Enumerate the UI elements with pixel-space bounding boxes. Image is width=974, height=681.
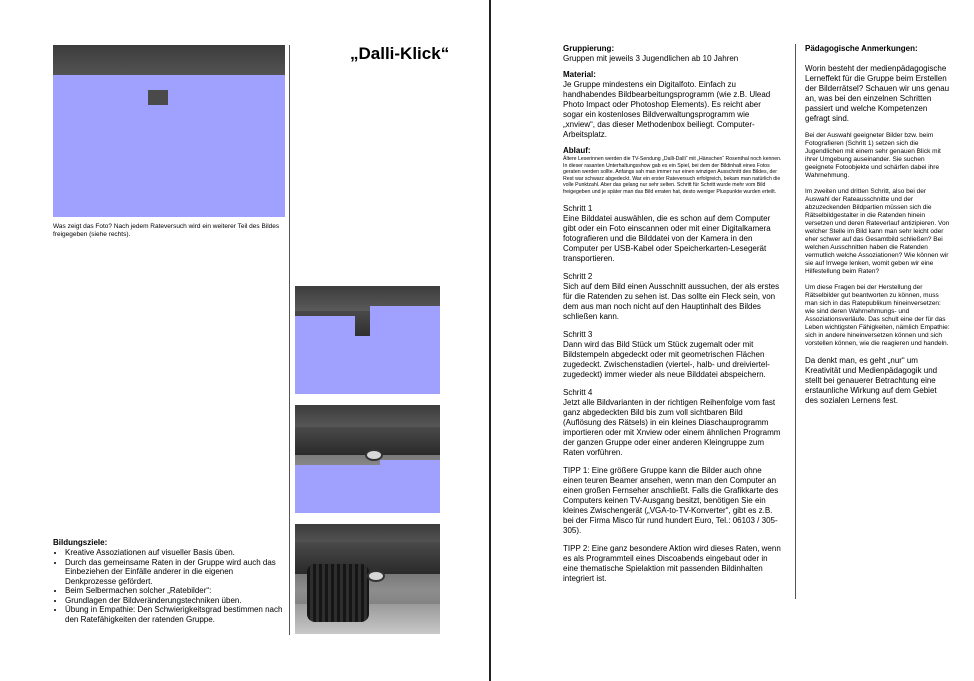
notes-column (805, 44, 951, 406)
goals-heading: Bildungsziele: (53, 538, 108, 547)
left-column-divider (289, 45, 290, 635)
puzzle-photo-large (53, 45, 285, 217)
puzzle-photo-step-2 (295, 405, 440, 513)
goal-item: • Beim Selbermachen solcher „Ratebilder“: (65, 586, 285, 596)
material-text: Je Gruppe mindestens ein Digitalfoto. Einfach zu handhabendes Bildbearbeitungsprogramm (wie z.B. Ulead Photo Impact oder Photoshop Elements). Es reicht aber sogar ein kostenloses Bildverwaltungsprogramm wie „xnview“, das dieser Methodenbox beiliegt. Computer-Arbeitsplatz. (563, 80, 771, 139)
cover-piece (380, 460, 440, 513)
notes-closing: Da denkt man, es geht „nur“ um Kreativität und Medienpädagogik und stellt bei genauerer Betrachtung eine erstaunliche Wirkung auf dem Gebiet des sozialen Lernens fest. (805, 356, 938, 405)
right-column-divider (795, 44, 796, 599)
tipp-2: TIPP 2: Eine ganz besondere Aktion wird dieses Raten, wenn es als Programmteil eines Discoabends eingebaut oder in eine thematische Spielaktion mit passenden Bildinhalten integriert ist. (563, 543, 781, 583)
goal-item: • Übung in Empathie: Den Schwierigkeitsgrad bestimmen nach den Ratefähigkeiten der ratenden Gruppe. (65, 605, 285, 624)
method-column (563, 44, 783, 584)
step-label: Schritt 3 (563, 329, 593, 339)
page-divider (489, 0, 491, 681)
step-text: Jetzt alle Bildvarianten in der richtigen Reihenfolge vom fast ganz abgedeckten Bild bis zum voll sichtbaren Bild (Auflösung des Rätsels) in ein kleines Diaschauprogramm importieren oder mit Xnview oder einem ähnlichen Programm der ganzen Gruppe oder einer anderen Kleingruppe zum Raten vorführen. (563, 397, 781, 457)
notes-intro: Worin besteht der medienpädagogische Lerneffekt für die Gruppe beim Erstellen der Bilderrätsel? Schauen wir uns genau an, was bei den einzelnen Schritten passiert und welche Kompetenzen gefragt sind. (805, 64, 950, 123)
goal-item: • Durch das gemeinsame Raten in der Gruppe wird auch das Einbeziehen der Einfälle anderer in die eigenen Denkprozesse gefördert. (65, 558, 285, 587)
goals-section (53, 538, 285, 624)
notes-paragraph-2: Im zweiten und dritten Schritt, also bei der Auswahl der Rateausschnitte und der abzuzeckenden Bildpartien müssen sich die Rätselbildgestalter in die Ratenden hinein versetzen und deren Rateverlauf antizipieren. Von welcher Stelle im Bild kann man sehr leicht oder eher schwer auf das Gesamtbild schließen? Bei welchen Ausschnitten haben die Ratenden vermutlich welche Assoziationen? Wie können wir sie auf Irrwege lenken, womit geben wir eine Hilfestellung beim Raten? (805, 188, 950, 275)
notes-heading: Pädagogische Anmerkungen: (805, 44, 918, 53)
puzzle-photo-step-1 (295, 286, 440, 394)
photo-caption: Was zeigt das Foto? Nach jedem Rateversuch wird ein weiterer Teil des Bildes freigegeben (siehe rechts). (53, 223, 280, 238)
step-text: Sich auf dem Bild einen Ausschnitt aussuchen, der als erstes für die Ratenden zu sehen ist. Das sollte ein Fleck sein, von dem aus man noch nicht auf den Hauptinhalt des Bildes schließen kann. (563, 281, 780, 321)
step-text: Dann wird das Bild Stück um Stück zugemalt oder mit Bildstempeln abgedeckt oder mit geometrischen Flächen zugedeckt. Zwischenstadien (viertel-, halb- und dreiviertel-zugedeckt) immer wieder als neue Bilddatei abspeichern. (563, 339, 770, 379)
goals-list (53, 548, 285, 624)
grouping-text: Gruppen mit jeweils 3 Jugendlichen ab 10 Jahren (563, 54, 739, 63)
cover-piece (295, 336, 440, 394)
notes-paragraph-1: Bei der Auswahl geeigneter Bilder bzw. beim Fotografieren (Schritt 1) setzen sich die Jugendlichen mit einem sehr genauen Blick mit ihrer Umgebung auseinander. Sie suchen geeignete Fotoobjekte und schärfen dabei ihre Wahrnehmung. (805, 132, 941, 179)
tipp-1: TIPP 1: Eine größere Gruppe kann die Bilder auch ohne einen teuren Beamer ansehen, wenn man den Computer an einen großen Fernseher anschließt. Falls die Grafikkarte des Computers keinen TV-Ausgang besitzt, benötigen Sie ein kleines Zwischengerät („VGA-to-TV-Konverter“, gibt es z.B. bei der Firma Misco für rund hundert Euro, Tel.: 06103 / 305-305). (563, 465, 779, 535)
exhaust-pipe (367, 570, 385, 582)
material-heading: Material: (563, 70, 596, 79)
step-label: Schritt 1 (563, 203, 593, 213)
goal-item: • Grundlagen der Bildveränderungstechniken üben. (65, 596, 285, 606)
goal-item: • Kreative Assoziationen auf visueller Basis üben. (65, 548, 285, 558)
grouping-heading: Gruppierung: (563, 44, 615, 53)
visible-patch (148, 90, 168, 105)
page-title: „Dalli-Klick“ (350, 44, 450, 63)
step-text: Eine Bilddatei auswählen, die es schon auf dem Computer gibt oder ein Foto einscannen oder mit einer Digitalkamera fotografieren und die Bilddatei von der Kamera in den Computer per USB-Kabel oder Speicherkarten-Lesegerät transportieren. (563, 213, 771, 263)
tire (307, 564, 369, 622)
step-label: Schritt 2 (563, 271, 593, 281)
cover-piece (53, 105, 285, 217)
step-label: Schritt 4 (563, 387, 593, 397)
notes-paragraph-3: Um diese Fragen bei der Herstellung der Rätselbilder gut beantworten zu können, muss man sich in das Ratepublikum hineinversetzen: wie sind deren Wahrnehmungs- und Assoziationsverläufe. Das schult eine der für das Leben wichtigsten Fähigkeiten, nämlich Empathie: sich in andere hineinversetzen können und sich vorstellen können, wie die reagieren und handeln. (805, 284, 950, 347)
procedure-intro: Ältere Leserinnen werden die TV-Sendung „Dalli-Dalli“ mit „Hänschen“ Rosenthal noch kennen. In dieser rasanten Unterhaltungsshow gab es ein Spiel, bei dem der Bildinhalt eines Fotos geraten werden sollte. Anfangs sah man immer nur einen winzigen Ausschnitt des Bildes, der Rest war schwarz abgedeckt. War ein erster Rateversuch erfolgreich, bekam man natürlich die volle Punktzahl. Aber das gelang nur sehr selten. Schritt für Schritt wurde mehr vom Bild freigegeben und je später man das Bild erraten hat, desto weniger Pluspunkte wurden erteilt. (563, 156, 782, 195)
puzzle-photo-solution (295, 524, 440, 634)
procedure-heading: Ablauf: (563, 146, 591, 155)
